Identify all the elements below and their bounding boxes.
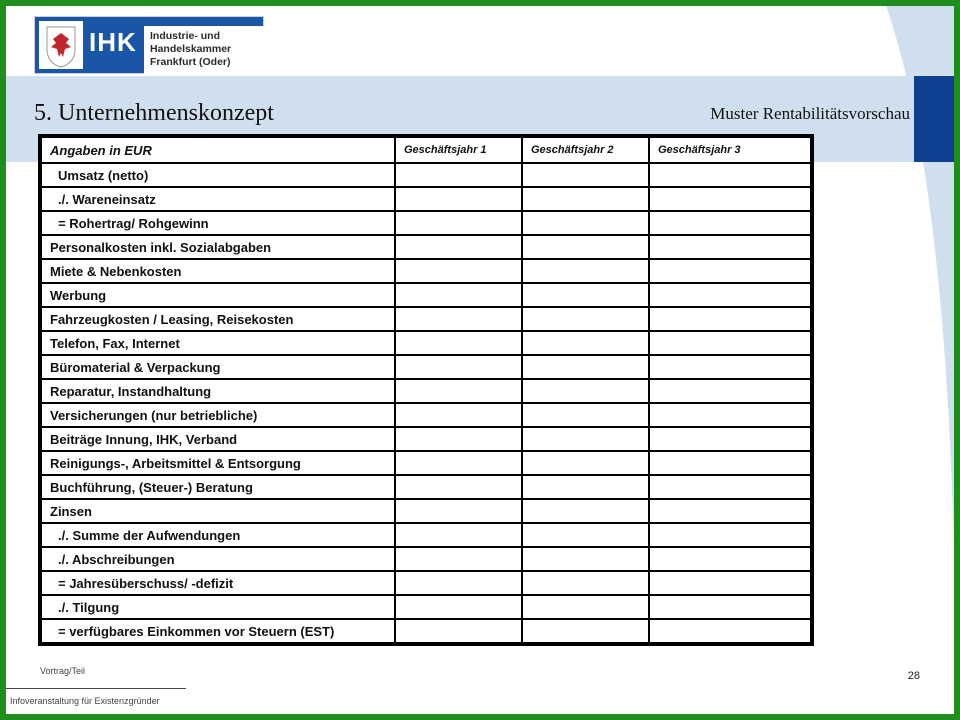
slide xyxy=(6,6,954,714)
page-subtitle: Muster Rentabilitätsvorschau xyxy=(710,104,910,123)
logo-line-2: Frankfurt (Oder) xyxy=(150,56,231,68)
value-cell-year-2[interactable] xyxy=(523,596,648,618)
value-cell-year-1[interactable] xyxy=(396,212,521,234)
table-row xyxy=(42,356,810,378)
row-label: ./. Summe der Aufwendungen xyxy=(42,524,394,546)
profitability-table xyxy=(38,134,814,646)
row-label: Umsatz (netto) xyxy=(42,164,394,186)
value-cell-year-1[interactable] xyxy=(396,596,521,618)
table-row xyxy=(42,380,810,402)
footer-text: Infoveranstaltung für Existenzgründer xyxy=(10,696,160,706)
value-cell-year-2[interactable] xyxy=(523,380,648,402)
table-row xyxy=(42,596,810,618)
logo-line-1: Industrie- und Handelskammer xyxy=(150,30,232,55)
value-cell-year-3[interactable] xyxy=(650,332,810,354)
accent-bar xyxy=(914,76,954,162)
value-cell-year-2[interactable] xyxy=(523,620,648,642)
table xyxy=(40,136,812,644)
row-label: Zinsen xyxy=(42,500,394,522)
value-cell-year-3[interactable] xyxy=(650,308,810,330)
row-label: Miete & Nebenkosten xyxy=(42,260,394,282)
value-cell-year-3[interactable] xyxy=(650,572,810,594)
logo-brand: IHK xyxy=(89,27,137,57)
footer-small: Vortrag/Teil xyxy=(40,666,86,676)
table-body xyxy=(42,138,810,642)
value-cell-year-1[interactable] xyxy=(396,284,521,306)
value-cell-year-2[interactable] xyxy=(523,284,648,306)
value-cell-year-1[interactable] xyxy=(396,308,521,330)
value-cell-year-3[interactable] xyxy=(650,284,810,306)
table-row xyxy=(42,452,810,474)
value-cell-year-2[interactable] xyxy=(523,332,648,354)
table-row xyxy=(42,404,810,426)
value-cell-year-1[interactable] xyxy=(396,476,521,498)
table-row xyxy=(42,500,810,522)
row-label: = verfügbares Einkommen vor Steuern (EST) xyxy=(42,620,394,642)
value-cell-year-1[interactable] xyxy=(396,188,521,210)
table-row xyxy=(42,260,810,282)
value-cell-year-1[interactable] xyxy=(396,548,521,570)
row-label: Werbung xyxy=(42,284,394,306)
value-cell-year-1[interactable] xyxy=(396,236,521,258)
value-cell-year-1[interactable] xyxy=(396,332,521,354)
value-cell-year-2[interactable] xyxy=(523,428,648,450)
row-label: Telefon, Fax, Internet xyxy=(42,332,394,354)
page-number: 28 xyxy=(907,670,920,682)
value-cell-year-1[interactable] xyxy=(396,380,521,402)
table-row xyxy=(42,284,810,306)
value-cell-year-2[interactable] xyxy=(523,548,648,570)
eagle-crest-icon xyxy=(39,21,83,69)
value-cell-year-2[interactable] xyxy=(523,452,648,474)
row-label: = Jahresüberschuss/ -defizit xyxy=(42,572,394,594)
value-cell-year-1[interactable] xyxy=(396,356,521,378)
table-row xyxy=(42,164,810,186)
value-cell-year-1[interactable] xyxy=(396,260,521,282)
row-label: Buchführung, (Steuer-) Beratung xyxy=(42,476,394,498)
row-label: Büromaterial & Verpackung xyxy=(42,356,394,378)
row-label: ./. Tilgung xyxy=(42,596,394,618)
logo-text xyxy=(144,26,306,75)
value-cell-year-1[interactable] xyxy=(396,500,521,522)
table-row xyxy=(42,476,810,498)
table-row xyxy=(42,188,810,210)
value-cell-year-3[interactable] xyxy=(650,476,810,498)
table-row xyxy=(42,236,810,258)
value-cell-year-3[interactable] xyxy=(650,188,810,210)
value-cell-year-3[interactable] xyxy=(650,428,810,450)
value-cell-year-3[interactable] xyxy=(650,596,810,618)
value-cell-year-1[interactable] xyxy=(396,404,521,426)
value-cell-year-3[interactable] xyxy=(650,236,810,258)
footer-divider xyxy=(6,688,186,689)
table-row xyxy=(42,572,810,594)
table-row xyxy=(42,428,810,450)
row-label: Reinigungs-, Arbeitsmittel & Entsorgung xyxy=(42,452,394,474)
value-cell-year-3[interactable] xyxy=(650,500,810,522)
value-cell-year-3[interactable] xyxy=(650,452,810,474)
row-label: Personalkosten inkl. Sozialabgaben xyxy=(42,236,394,258)
header-year-3: Geschäftsjahr 3 xyxy=(650,138,810,162)
value-cell-year-3[interactable] xyxy=(650,212,810,234)
row-label: ./. Abschreibungen xyxy=(42,548,394,570)
value-cell-year-1[interactable] xyxy=(396,572,521,594)
value-cell-year-1[interactable] xyxy=(396,620,521,642)
row-label: ./. Wareneinsatz xyxy=(42,188,394,210)
page-title: 5. Unternehmenskonzept xyxy=(34,100,274,126)
value-cell-year-2[interactable] xyxy=(523,188,648,210)
value-cell-year-1[interactable] xyxy=(396,524,521,546)
table-row xyxy=(42,308,810,330)
value-cell-year-2[interactable] xyxy=(523,212,648,234)
value-cell-year-2[interactable] xyxy=(523,356,648,378)
value-cell-year-2[interactable] xyxy=(523,236,648,258)
table-row xyxy=(42,620,810,642)
value-cell-year-2[interactable] xyxy=(523,500,648,522)
value-cell-year-2[interactable] xyxy=(523,476,648,498)
value-cell-year-2[interactable] xyxy=(523,260,648,282)
value-cell-year-3[interactable] xyxy=(650,524,810,546)
ihk-logo xyxy=(34,16,334,72)
row-label: = Rohertrag/ Rohgewinn xyxy=(42,212,394,234)
value-cell-year-2[interactable] xyxy=(523,404,648,426)
value-cell-year-3[interactable] xyxy=(650,164,810,186)
table-row xyxy=(42,524,810,546)
table-row xyxy=(42,332,810,354)
table-row xyxy=(42,212,810,234)
value-cell-year-1[interactable] xyxy=(396,452,521,474)
table-row xyxy=(42,548,810,570)
value-cell-year-2[interactable] xyxy=(523,308,648,330)
value-cell-year-2[interactable] xyxy=(523,524,648,546)
value-cell-year-1[interactable] xyxy=(396,428,521,450)
header-year-1: Geschäftsjahr 1 xyxy=(396,138,521,162)
value-cell-year-1[interactable] xyxy=(396,164,521,186)
row-label: Versicherungen (nur betriebliche) xyxy=(42,404,394,426)
table-header-row xyxy=(42,138,810,162)
value-cell-year-2[interactable] xyxy=(523,572,648,594)
value-cell-year-2[interactable] xyxy=(523,164,648,186)
value-cell-year-3[interactable] xyxy=(650,404,810,426)
value-cell-year-3[interactable] xyxy=(650,260,810,282)
header-year-2: Geschäftsjahr 2 xyxy=(523,138,648,162)
row-label: Reparatur, Instandhaltung xyxy=(42,380,394,402)
row-label: Fahrzeugkosten / Leasing, Reisekosten xyxy=(42,308,394,330)
value-cell-year-3[interactable] xyxy=(650,548,810,570)
row-label: Beiträge Innung, IHK, Verband xyxy=(42,428,394,450)
value-cell-year-3[interactable] xyxy=(650,620,810,642)
header-label: Angaben in EUR xyxy=(42,138,394,162)
value-cell-year-3[interactable] xyxy=(650,356,810,378)
value-cell-year-3[interactable] xyxy=(650,380,810,402)
